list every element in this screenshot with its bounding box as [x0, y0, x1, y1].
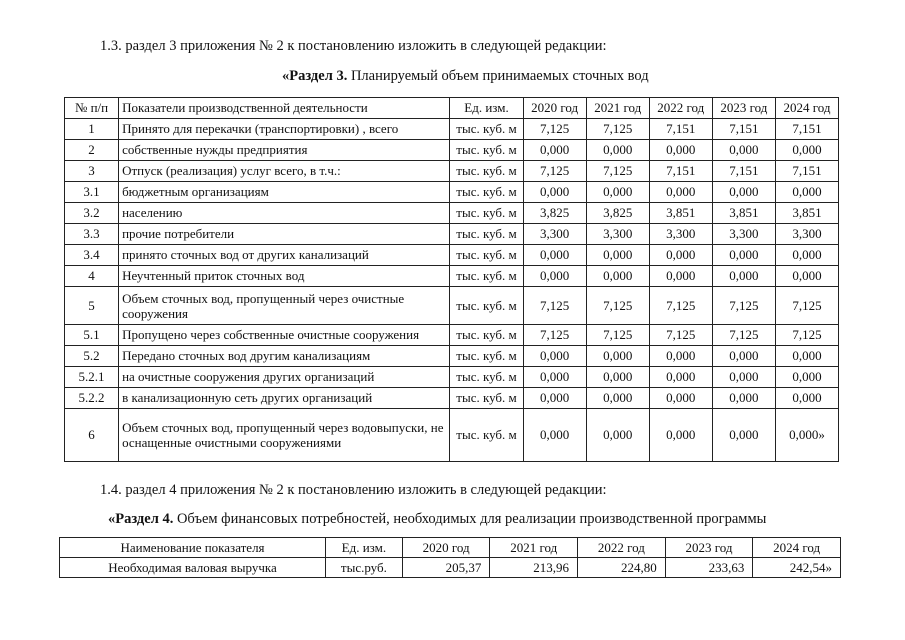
cell-unit: тыс. куб. м [450, 245, 523, 266]
cell-unit: тыс. куб. м [450, 287, 523, 325]
cell-value-2021: 0,000 [586, 245, 649, 266]
cell-value-2022: 7,125 [649, 325, 712, 346]
cell-name: Необходимая валовая выручка [60, 558, 326, 578]
table-row [65, 367, 839, 388]
cell-value-2024: 7,151 [775, 119, 838, 140]
table-row [65, 224, 839, 245]
cell-value-2024: 3,300 [775, 224, 838, 245]
cell-indicator: Отпуск (реализация) услуг всего, в т.ч.: [119, 161, 450, 182]
header-2024: 2024 год [775, 98, 838, 119]
header-2023: 2023 год [665, 538, 753, 558]
cell-num: 4 [65, 266, 119, 287]
cell-value-2022: 0,000 [649, 388, 712, 409]
cell-indicator: в канализационную сеть других организаций [119, 388, 450, 409]
cell-value-2024: 0,000 [775, 346, 838, 367]
cell-value-2020: 3,825 [523, 203, 586, 224]
cell-value-2023: 0,000 [712, 409, 775, 462]
cell-value-2020: 205,37 [402, 558, 490, 578]
cell-value-2023: 3,300 [712, 224, 775, 245]
cell-value-2020: 7,125 [523, 119, 586, 140]
header-2024: 2024 год [753, 538, 841, 558]
table-row [65, 346, 839, 367]
table-row [65, 161, 839, 182]
cell-value-2023: 7,151 [712, 119, 775, 140]
cell-unit: тыс. куб. м [450, 325, 523, 346]
cell-value-2022: 7,151 [649, 119, 712, 140]
table-row [65, 140, 839, 161]
cell-value-2024: 0,000 [775, 140, 838, 161]
cell-num: 3.2 [65, 203, 119, 224]
cell-value-2022: 0,000 [649, 346, 712, 367]
cell-value-2023: 3,851 [712, 203, 775, 224]
cell-num: 3 [65, 161, 119, 182]
cell-value-2024: 0,000 [775, 266, 838, 287]
table-header-row [60, 538, 841, 558]
cell-value-2020: 0,000 [523, 140, 586, 161]
cell-value-2021: 0,000 [586, 367, 649, 388]
cell-value-2023: 7,125 [712, 287, 775, 325]
cell-value-2022: 0,000 [649, 140, 712, 161]
section4-caption [108, 511, 766, 528]
cell-unit: тыс. куб. м [450, 266, 523, 287]
cell-value-2021: 0,000 [586, 182, 649, 203]
cell-indicator: населению [119, 203, 450, 224]
cell-value-2023: 0,000 [712, 245, 775, 266]
header-2021: 2021 год [490, 538, 578, 558]
cell-indicator: Объем сточных вод, пропущенный через водовыпуски, не оснащенные очистными сооружениями [119, 409, 450, 462]
cell-value-2021: 3,300 [586, 224, 649, 245]
cell-value-2022: 0,000 [649, 367, 712, 388]
section4-caption-bold: «Раздел 4. [108, 511, 174, 527]
cell-value-2022: 0,000 [649, 245, 712, 266]
cell-unit: тыс. куб. м [450, 161, 523, 182]
cell-value-2021: 7,125 [586, 287, 649, 325]
cell-value-2022: 7,151 [649, 161, 712, 182]
header-num: № п/п [65, 98, 119, 119]
cell-value-2021: 0,000 [586, 140, 649, 161]
cell-value-2024: 0,000 [775, 245, 838, 266]
table-row [65, 287, 839, 325]
cell-value-2021: 0,000 [586, 346, 649, 367]
cell-value-2022: 0,000 [649, 182, 712, 203]
header-unit: Ед. изм. [450, 98, 523, 119]
cell-num: 5 [65, 287, 119, 325]
cell-num: 5.1 [65, 325, 119, 346]
section3-caption [282, 68, 649, 85]
cell-value-2021: 3,825 [586, 203, 649, 224]
cell-unit: тыс.руб. [326, 558, 403, 578]
cell-value-2022: 0,000 [649, 266, 712, 287]
header-indicator-name: Наименование показателя [60, 538, 326, 558]
cell-value-2024: 7,151 [775, 161, 838, 182]
cell-value-2021: 0,000 [586, 409, 649, 462]
table-row [65, 266, 839, 287]
cell-value-2020: 0,000 [523, 388, 586, 409]
cell-value-2021: 0,000 [586, 388, 649, 409]
cell-num: 5.2 [65, 346, 119, 367]
header-2021: 2021 год [586, 98, 649, 119]
cell-value-2021: 7,125 [586, 325, 649, 346]
cell-value-2024: 0,000 [775, 182, 838, 203]
cell-num: 3.3 [65, 224, 119, 245]
cell-indicator: прочие потребители [119, 224, 450, 245]
cell-num: 6 [65, 409, 119, 462]
header-indicator: Показатели производственной деятельности [119, 98, 450, 119]
table-header-row [65, 98, 839, 119]
cell-value-2024: 0,000 [775, 388, 838, 409]
cell-value-2024: 3,851 [775, 203, 838, 224]
cell-value-2022: 3,300 [649, 224, 712, 245]
cell-value-2020: 3,300 [523, 224, 586, 245]
cell-value-2024: 0,000 [775, 367, 838, 388]
cell-value-2022: 224,80 [578, 558, 666, 578]
cell-unit: тыс. куб. м [450, 140, 523, 161]
table-row [65, 119, 839, 140]
cell-num: 2 [65, 140, 119, 161]
table-row [65, 203, 839, 224]
cell-num: 1 [65, 119, 119, 140]
cell-value-2020: 0,000 [523, 409, 586, 462]
cell-value-2021: 0,000 [586, 266, 649, 287]
cell-value-2023: 7,125 [712, 325, 775, 346]
cell-value-2022: 0,000 [649, 409, 712, 462]
cell-value-2023: 0,000 [712, 367, 775, 388]
section3-caption-bold: «Раздел 3. [282, 68, 348, 84]
table-section3 [64, 97, 839, 462]
cell-indicator: Пропущено через собственные очистные сооружения [119, 325, 450, 346]
table-row [65, 182, 839, 203]
cell-unit: тыс. куб. м [450, 367, 523, 388]
header-unit: Ед. изм. [326, 538, 403, 558]
header-2022: 2022 год [649, 98, 712, 119]
cell-unit: тыс. куб. м [450, 388, 523, 409]
table-row [60, 558, 841, 578]
cell-num: 3.4 [65, 245, 119, 266]
cell-value-2024: 242,54» [753, 558, 841, 578]
cell-value-2023: 233,63 [665, 558, 753, 578]
cell-value-2024: 7,125 [775, 287, 838, 325]
cell-value-2022: 3,851 [649, 203, 712, 224]
cell-indicator: принято сточных вод от других канализаций [119, 245, 450, 266]
cell-unit: тыс. куб. м [450, 119, 523, 140]
header-2020: 2020 год [523, 98, 586, 119]
cell-indicator: бюджетным организациям [119, 182, 450, 203]
cell-value-2020: 7,125 [523, 161, 586, 182]
cell-value-2020: 0,000 [523, 266, 586, 287]
cell-value-2020: 7,125 [523, 287, 586, 325]
cell-indicator: собственные нужды предприятия [119, 140, 450, 161]
section4-caption-text: Объем финансовых потребностей, необходимых для реализации производственной программы [173, 511, 767, 527]
header-2020: 2020 год [402, 538, 490, 558]
cell-unit: тыс. куб. м [450, 203, 523, 224]
cell-unit: тыс. куб. м [450, 182, 523, 203]
cell-value-2021: 7,125 [586, 119, 649, 140]
cell-value-2020: 0,000 [523, 245, 586, 266]
cell-num: 5.2.1 [65, 367, 119, 388]
cell-indicator: на очистные сооружения других организаций [119, 367, 450, 388]
cell-value-2020: 0,000 [523, 367, 586, 388]
cell-value-2024: 0,000» [775, 409, 838, 462]
header-2022: 2022 год [578, 538, 666, 558]
cell-unit: тыс. куб. м [450, 346, 523, 367]
cell-value-2023: 0,000 [712, 266, 775, 287]
cell-unit: тыс. куб. м [450, 224, 523, 245]
cell-indicator: Неучтенный приток сточных вод [119, 266, 450, 287]
header-2023: 2023 год [712, 98, 775, 119]
cell-value-2023: 0,000 [712, 182, 775, 203]
cell-value-2023: 7,151 [712, 161, 775, 182]
section4-intro: 1.4. раздел 4 приложения № 2 к постановлению изложить в следующей редакции: [100, 482, 607, 498]
cell-value-2021: 213,96 [490, 558, 578, 578]
table-row [65, 245, 839, 266]
table-row [65, 388, 839, 409]
cell-value-2022: 7,125 [649, 287, 712, 325]
table-section4 [59, 537, 841, 578]
cell-num: 5.2.2 [65, 388, 119, 409]
cell-value-2020: 0,000 [523, 346, 586, 367]
cell-num: 3.1 [65, 182, 119, 203]
table-row [65, 409, 839, 462]
section3-intro: 1.3. раздел 3 приложения № 2 к постановлению изложить в следующей редакции: [100, 38, 607, 54]
cell-value-2023: 0,000 [712, 346, 775, 367]
cell-value-2023: 0,000 [712, 140, 775, 161]
cell-value-2020: 0,000 [523, 182, 586, 203]
cell-indicator: Принято для перекачки (транспортировки) , всего [119, 119, 450, 140]
cell-value-2021: 7,125 [586, 161, 649, 182]
cell-unit: тыс. куб. м [450, 409, 523, 462]
table-row [65, 325, 839, 346]
cell-indicator: Передано сточных вод другим канализациям [119, 346, 450, 367]
cell-indicator: Объем сточных вод, пропущенный через очистные сооружения [119, 287, 450, 325]
cell-value-2024: 7,125 [775, 325, 838, 346]
cell-value-2023: 0,000 [712, 388, 775, 409]
cell-value-2020: 7,125 [523, 325, 586, 346]
section3-caption-text: Планируемый объем принимаемых сточных вод [347, 68, 649, 84]
